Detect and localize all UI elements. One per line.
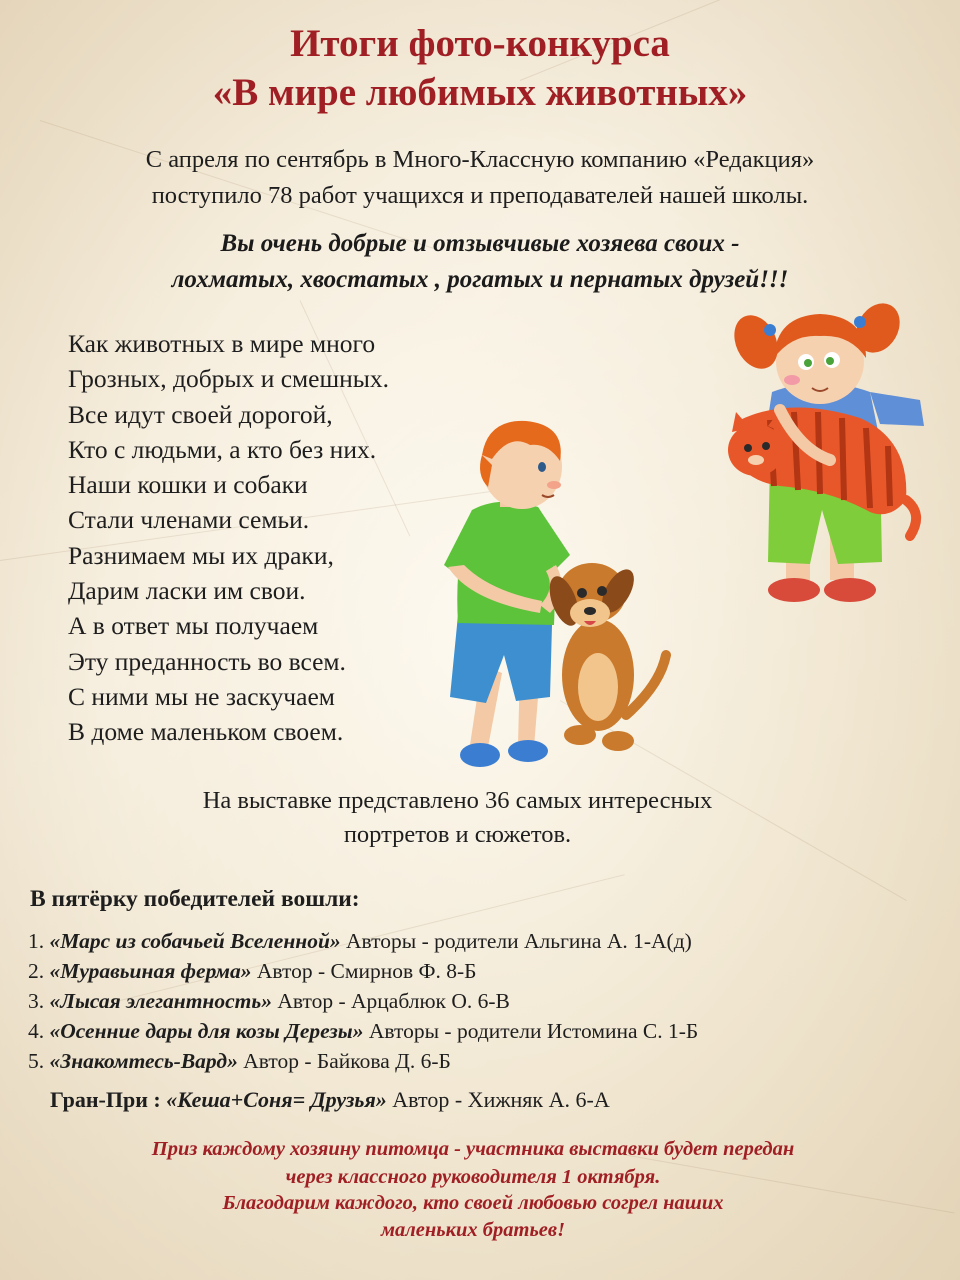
winner-author: Авторы - родители Альгина А. 1-А(д) xyxy=(346,929,692,953)
exhibit-line2: портретов и сюжетов. xyxy=(343,821,572,848)
page-title-line2: «В мире любимых животных» xyxy=(212,71,748,114)
grand-prix-author: Автор - Хижняк А. 6-А xyxy=(392,1087,610,1112)
grand-prix-title: «Кеша+Соня= Друзья» xyxy=(166,1087,387,1112)
poem-line: Эту преданность во всем. xyxy=(68,646,346,676)
poem-line: Грозных, добрых и смешных. xyxy=(68,364,390,394)
winner-number: 1. xyxy=(28,929,45,953)
winner-author: Автор - Арцаблюк О. 6-В xyxy=(277,989,510,1013)
winner-number: 5. xyxy=(28,1049,45,1073)
poem-line: С ними мы не заскучаем xyxy=(68,681,335,711)
slogan-line1: Вы очень добрые и отзывчивые хозяева своих - xyxy=(220,230,740,257)
winner-number: 2. xyxy=(28,959,45,983)
intro-line1: С апреля по сентябрь в Много-Классную компанию «Редакция» xyxy=(145,146,815,173)
winner-item xyxy=(28,986,948,1016)
winner-title: «Муравьиная ферма» xyxy=(49,959,252,983)
poem-line: Как животных в мире много xyxy=(68,329,376,358)
winner-title: «Осенние дары для козы Дерезы» xyxy=(49,1019,364,1043)
winner-title: «Знакомтесь-Вард» xyxy=(49,1049,238,1073)
winner-author: Автор - Байкова Д. 6-Б xyxy=(243,1049,451,1073)
boy-with-puppy-illustration xyxy=(430,415,710,785)
winner-number: 4. xyxy=(28,1019,45,1043)
poem-line: В доме маленьком своем. xyxy=(68,717,344,747)
exhibit-line1: На выставке представлено 36 самых интересных xyxy=(202,787,713,814)
girl-with-cat-illustration xyxy=(710,300,935,612)
prize-line1: Приз каждому хозяину питомца - участника выставки будет передан xyxy=(151,1138,795,1160)
grand-prix-label: Гран-При : xyxy=(50,1087,161,1112)
winner-item xyxy=(28,926,948,956)
winner-number: 3. xyxy=(28,989,45,1013)
page-title-line1: Итоги фото-конкурса xyxy=(290,22,670,65)
winner-item xyxy=(28,1046,948,1076)
poem-line: Стали членами семьи. xyxy=(68,505,310,535)
winner-item xyxy=(28,1016,948,1046)
poem-line: Все идут своей дорогой, xyxy=(68,399,333,429)
winners-heading: В пятёрку победителей вошли: xyxy=(30,886,360,912)
winner-title: «Марс из собачьей Вселенной» xyxy=(49,929,341,953)
slogan-line2: лохматых, хвостатых , рогатых и пернатых друзей!!! xyxy=(171,266,789,293)
prize-line2: через классного руководителя 1 октября. xyxy=(285,1166,661,1188)
poem-line: Кто с людьми, а кто без них. xyxy=(68,434,377,464)
prize-line4: маленьких братьев! xyxy=(380,1219,566,1241)
poem-line: Дарим ласки им свои. xyxy=(68,576,306,606)
poem-line: Наши кошки и собаки xyxy=(68,470,308,500)
intro-line2: поступило 78 работ учащихся и преподавателей нашей школы. xyxy=(151,182,809,209)
poem-line: А в ответ мы получаем xyxy=(68,611,319,641)
winner-author: Авторы - родители Истомина С. 1-Б xyxy=(368,1019,699,1043)
winner-title: «Лысая элегантность» xyxy=(49,989,272,1013)
grand-prix xyxy=(50,1084,610,1116)
poem xyxy=(68,326,488,750)
winner-author: Автор - Смирнов Ф. 8-Б xyxy=(256,959,477,983)
poem-line: Разнимаем мы их драки, xyxy=(68,540,334,570)
winner-item xyxy=(28,956,948,986)
prize-line3: Благодарим каждого, кто своей любовью согрел наших xyxy=(222,1192,724,1214)
